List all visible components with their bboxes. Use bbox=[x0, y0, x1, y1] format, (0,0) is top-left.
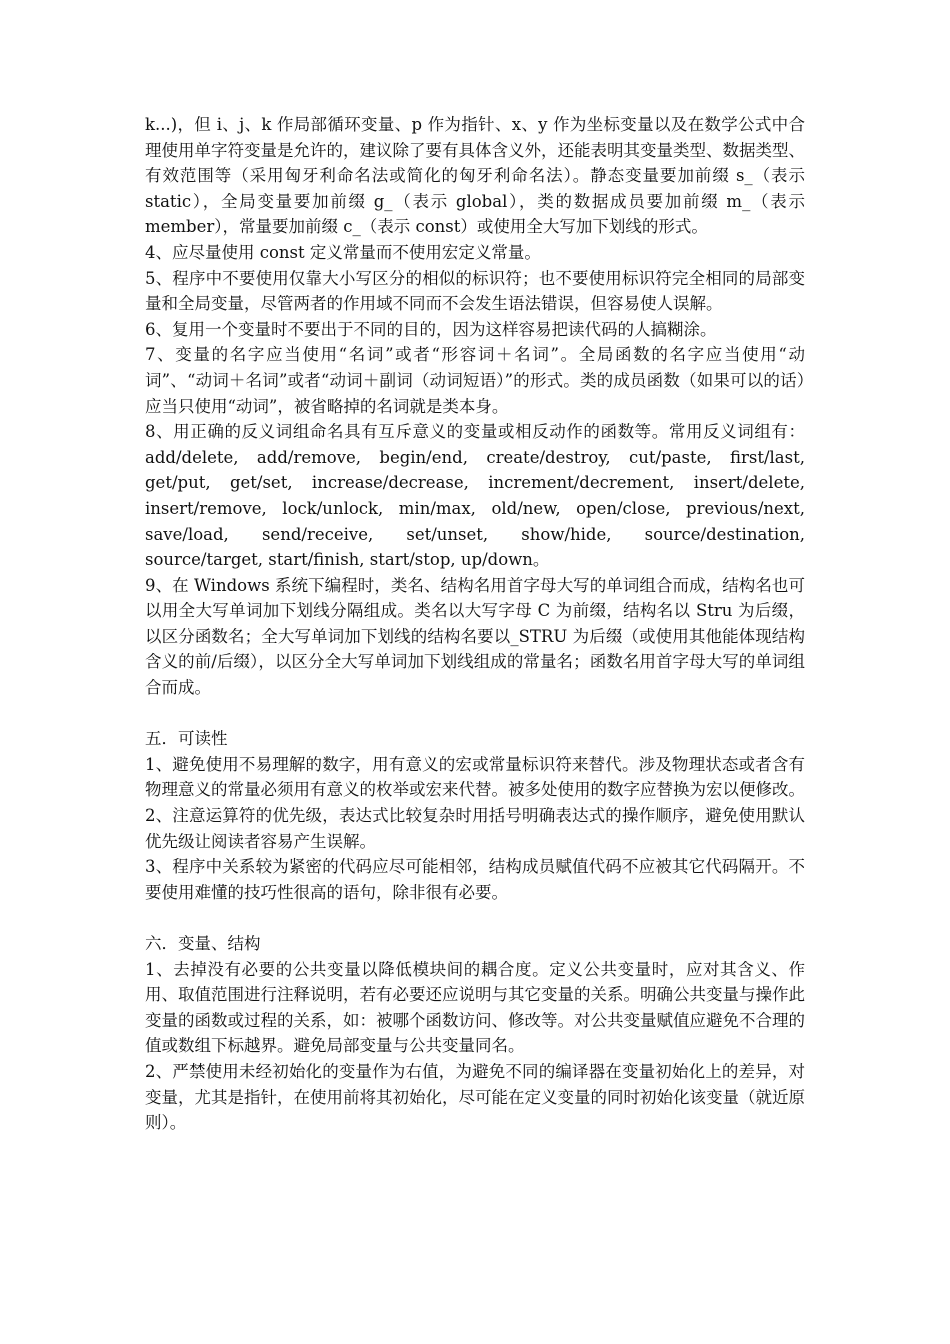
naming-rule-6: 6、复用一个变量时不要出于不同的目的，因为这样容易把读代码的人搞糊涂。 bbox=[145, 319, 717, 339]
section-spacer bbox=[145, 701, 805, 727]
naming-rule-9: 9、在 Windows 系统下编程时，类名、结构名用首字母大写的单词组合而成，结构名也可以用全大写单词加下划线分隔组成。类名以大写字母 C 为前缀，结构名以 Stru 为后缀，以区分函数名；全大写单词加下划线的结构名要以_STRU 为后缀（或使用其他能体现结构含义的前/后缀），以区分全大写单词加下划线组成的常量名；函数名用首字母大写的单词组合而成。 bbox=[145, 575, 805, 698]
naming-rule-3-continued: k...)，但 i、j、k 作局部循环变量、p 作为指针、x、y 作为坐标变量以及在数学公式中合理使用单字符变量是允许的，建议除了要有具体含义外，还能表明其变量类型、数据类型、有效范围等（采用匈牙利命名法或简化的匈牙利命名法）。静态变量要加前缀 s_（表示 static），全局变量要加前缀 g_（表示 global），类的数据成员要加前缀 m_（表示 member），常量要加前缀 c_（表示 const）或使用全大写加下划线的形式。 bbox=[145, 115, 805, 237]
readability-rule-2: 2、注意运算符的优先级，表达式比较复杂时用括号明确表达式的操作顺序，避免使用默认优先级让阅读者容易产生误解。 bbox=[145, 806, 805, 851]
section-heading-variables: 六．变量、结构 bbox=[145, 934, 261, 953]
variables-rule-2: 2、严禁使用未经初始化的变量作为右值，为避免不同的编译器在变量初始化上的差异，对变量，尤其是指针，在使用前将其初始化，尽可能在定义变量的同时初始化该变量（就近原则）。 bbox=[145, 1061, 805, 1133]
naming-rule-4: 4、应尽量使用 const 定义常量而不使用宏定义常量。 bbox=[145, 242, 541, 262]
readability-rule-3: 3、程序中关系较为紧密的代码应尽可能相邻，结构成员赋值代码不应被其它代码隔开。不要使用难懂的技巧性很高的语句，除非很有必要。 bbox=[145, 857, 805, 902]
document-page bbox=[145, 112, 805, 1136]
readability-rule-1: 1、避免使用不易理解的数字，用有意义的宏或常量标识符来替代。涉及物理状态或者含有物理意义的常量必须用有意义的枚举或宏来代替。被多处使用的数字应替换为宏以便修改。 bbox=[145, 754, 805, 800]
section-spacer bbox=[145, 905, 805, 931]
naming-rule-7: 7、变量的名字应当使用“名词”或者“形容词＋名词”。全局函数的名字应当使用“动词”、“动词＋名词”或者“动词＋副词（动词短语）”的形式。类的成员函数（如果可以的话）应当只使用“动词”，被省略掉的名词就是类本身。 bbox=[145, 345, 805, 416]
naming-rule-5: 5、程序中不要使用仅靠大小写区分的相似的标识符；也不要使用标识符完全相同的局部变量和全局变量，尽管两者的作用域不同而不会发生语法错误，但容易使人误解。 bbox=[145, 268, 805, 314]
variables-rule-1: 1、去掉没有必要的公共变量以降低模块间的耦合度。定义公共变量时，应对其含义、作用、取值范围进行注释说明，若有必要还应说明与其它变量的关系。明确公共变量与操作此变量的函数或过程的关系，如：被哪个函数访问、修改等。对公共变量赋值应避免不合理的值或数组下标越界。避免局部变量与公共变量同名。 bbox=[145, 959, 805, 1056]
naming-rule-8: 8、用正确的反义词组命名具有互斥意义的变量或相反动作的函数等。常用反义词组有： add/delete, add/remove, begin/end, create/destroy, cut/paste, first/last, get/put, get/set, increase/decrease, increment/decrement, insert/delete, insert/remove, lock/unlock, min/max, old/new, open/close, previous/next, save/load, send/receive, set/unset, show/hide, source/destination, source/target, start/finish, start/stop, up/down。 bbox=[145, 422, 805, 570]
section-heading-readability: 五．可读性 bbox=[145, 729, 228, 749]
